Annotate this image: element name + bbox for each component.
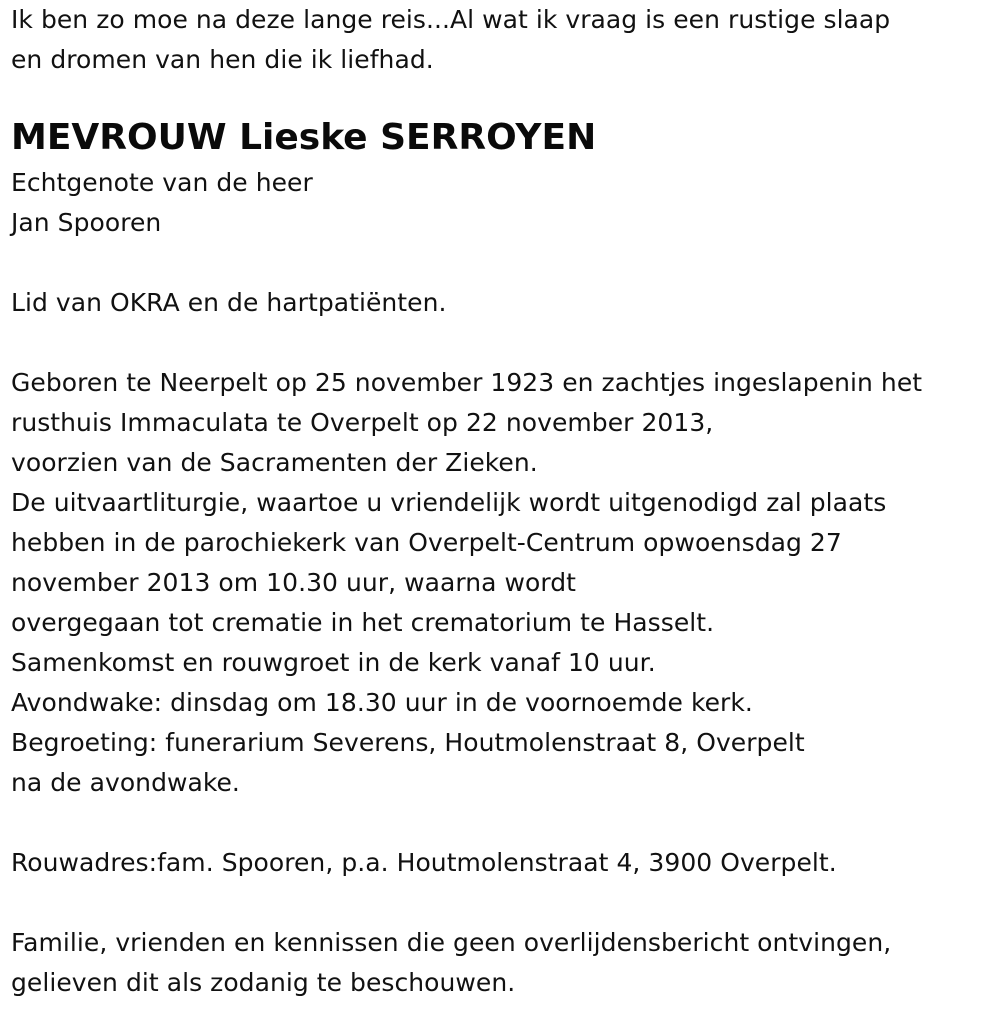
- details-line: rusthuis Immaculata te Overpelt op 22 november 2013,: [11, 408, 714, 437]
- obituary-notice: [11, 0, 991, 1003]
- details-line: voorzien van de Sacramenten der Zieken.: [11, 448, 538, 477]
- closing-note: [11, 923, 991, 1003]
- details-line: Samenkomst en rouwgroet in de kerk vanaf 10 uur.: [11, 648, 656, 677]
- spouse-info: [11, 163, 991, 243]
- closing-line: gelieven dit als zodanig te beschouwen.: [11, 968, 516, 997]
- spacer: [11, 323, 991, 363]
- mourning-address: Rouwadres:fam. Spooren, p.a. Houtmolenstraat 4, 3900 Overpelt.: [11, 848, 837, 877]
- details-line: overgegaan tot crematie in het crematorium te Hasselt.: [11, 608, 715, 637]
- details-line: na de avondwake.: [11, 768, 240, 797]
- deceased-name: MEVROUW Lieske SERROYEN: [11, 117, 597, 158]
- spouse-line: Echtgenote van de heer: [11, 168, 313, 197]
- details-line: Avondwake: dinsdag om 18.30 uur in de voornoemde kerk.: [11, 688, 753, 717]
- spacer: [11, 243, 991, 283]
- spacer: [11, 803, 991, 843]
- closing-line: Familie, vrienden en kennissen die geen overlijdensbericht ontvingen,: [11, 928, 892, 957]
- spacer: [11, 883, 991, 923]
- poem-quote: [11, 0, 991, 80]
- poem-line: Ik ben zo moe na deze lange reis...Al wat ik vraag is een rustige slaap: [11, 5, 891, 34]
- membership-text: Lid van OKRA en de hartpatiënten.: [11, 288, 447, 317]
- details-line: hebben in de parochiekerk van Overpelt-Centrum opwoensdag 27: [11, 528, 842, 557]
- details-line: november 2013 om 10.30 uur, waarna wordt: [11, 568, 576, 597]
- spouse-line: Jan Spooren: [11, 208, 162, 237]
- details-line: Begroeting: funerarium Severens, Houtmolenstraat 8, Overpelt: [11, 728, 805, 757]
- poem-line: en dromen van hen die ik liefhad.: [11, 45, 434, 74]
- funeral-details: [11, 363, 991, 803]
- details-line: De uitvaartliturgie, waartoe u vriendelijk wordt uitgenodigd zal plaats: [11, 488, 887, 517]
- details-line: Geboren te Neerpelt op 25 november 1923 en zachtjes ingeslapenin het: [11, 368, 923, 397]
